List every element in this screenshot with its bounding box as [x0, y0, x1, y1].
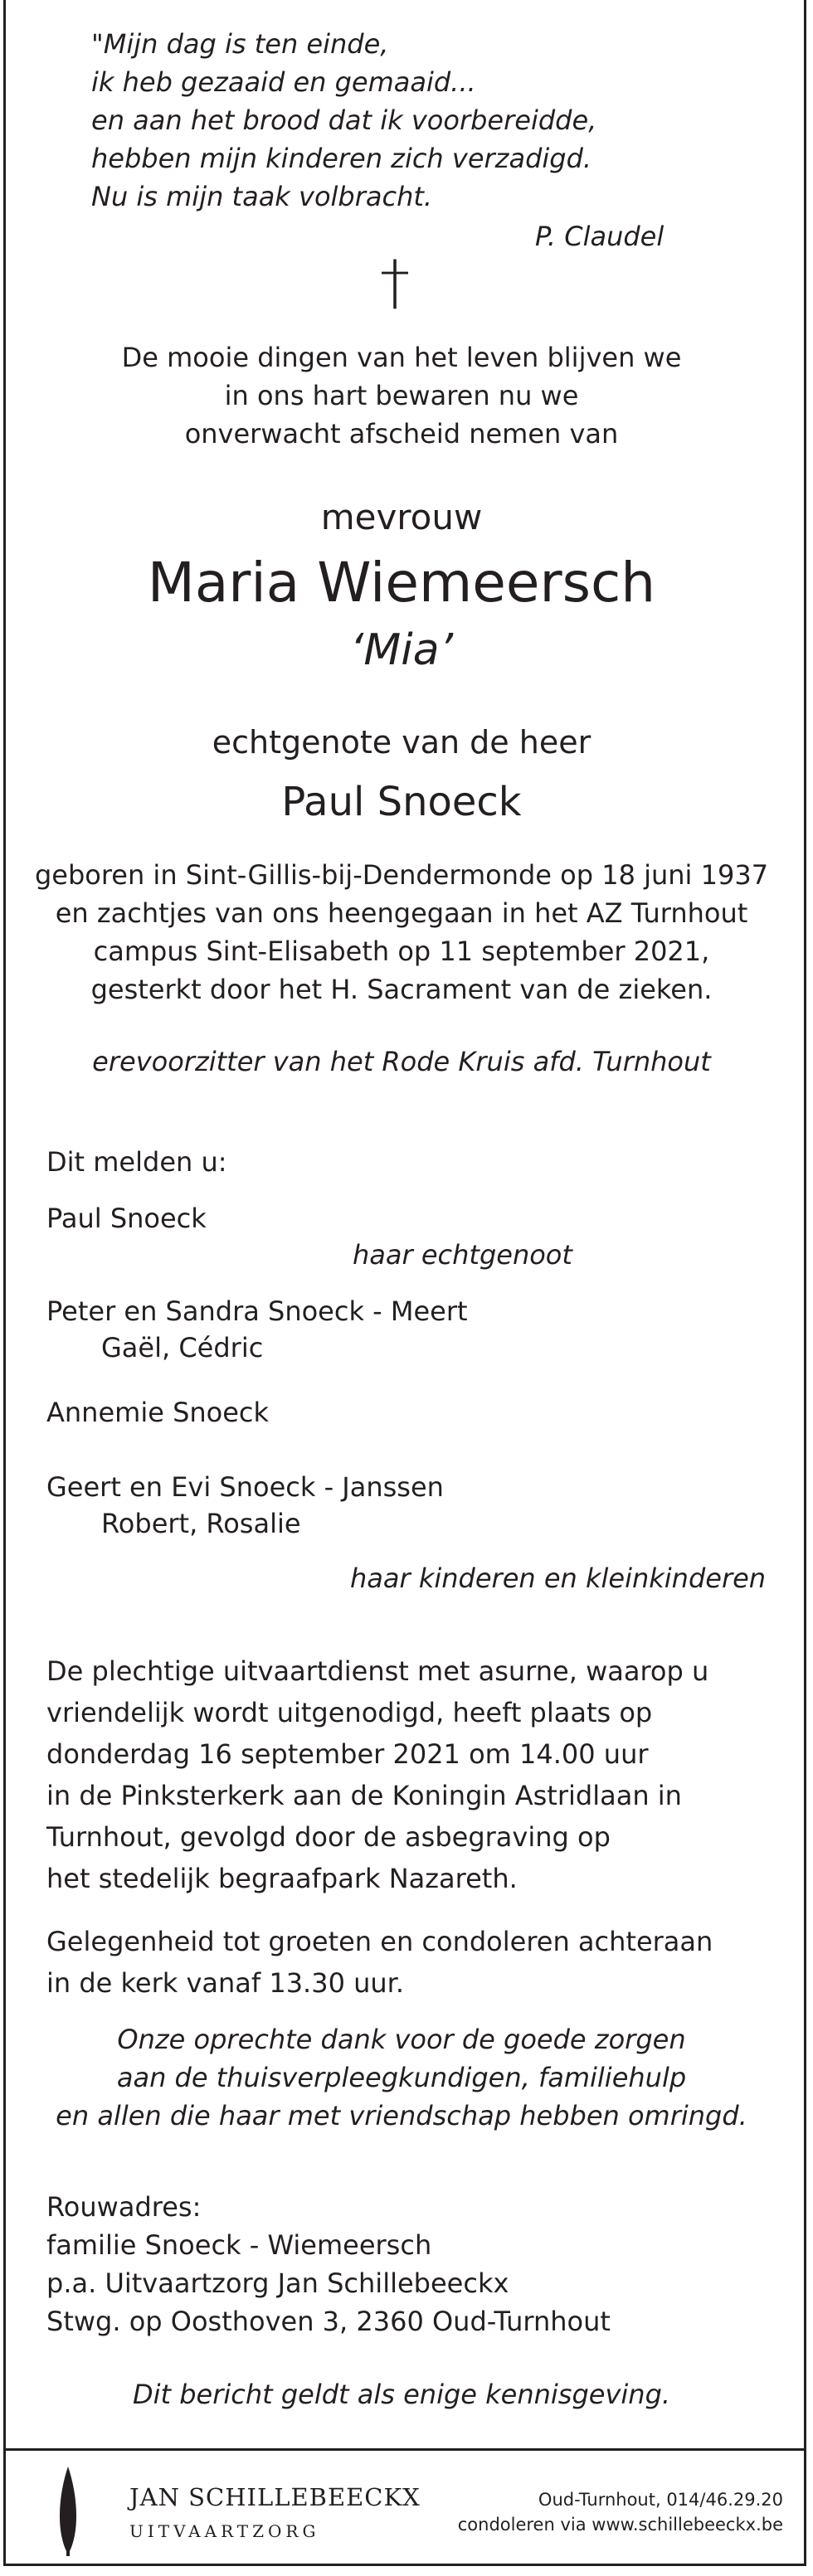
family-spouse-name: Paul Snoeck	[46, 1203, 207, 1234]
cross-icon: †	[380, 247, 410, 317]
address-line: Stwg. op Oosthoven 3, 2360 Oud-Turnhout	[46, 2306, 611, 2337]
spouse-intro: echtgenote van de heer	[212, 724, 591, 761]
family-children-relation: haar kinderen en kleinkinderen	[350, 1563, 767, 1594]
condolence-details	[46, 1921, 760, 2004]
family-spouse-relation: haar echtgenoot	[353, 1239, 572, 1271]
deceased-name: Maria Wiemeersch	[147, 551, 656, 615]
footer-divider	[3, 2448, 806, 2451]
deceased-nickname: ‘Mia’	[349, 625, 454, 675]
service-line: Turnhout, gevolgd door de asbegraving op	[46, 1821, 611, 1853]
intro-line: De mooie dingen van het leven blijven we	[121, 342, 682, 373]
service-line: in de Pinksterkerk aan de Koningin Astridlaan in	[46, 1780, 682, 1811]
intro-text	[0, 338, 803, 453]
thanks-line: en allen die haar met vriendschap hebben omringd.	[56, 2100, 747, 2131]
service-line: De plechtige uitvaartdienst met asurne, waarop u	[46, 1655, 709, 1687]
thanks-line: Onze oprechte dank voor de goede zorgen	[117, 2024, 686, 2055]
footer-contact-phone: Oud-Turnhout, 014/46.29.20	[538, 2490, 783, 2510]
address-line: familie Snoeck - Wiemeersch	[46, 2229, 432, 2261]
deceased-title: mevrouw	[320, 497, 483, 537]
service-line: het stedelijk begraafpark Nazareth.	[46, 1863, 518, 1894]
birth-line: geboren in Sint-Gillis-bij-Dendermonde op 18 juni 1937	[34, 859, 769, 891]
notice-text: Dit bericht geldt als enige kennisgeving.	[132, 2379, 671, 2410]
family-child: Peter en Sandra Snoeck - Meert	[46, 1295, 468, 1327]
poem-line: hebben mijn kinderen zich verzadigd.	[91, 143, 592, 174]
poem	[91, 25, 689, 216]
family-child: Geert en Evi Snoeck - Janssen	[46, 1471, 444, 1503]
address-label: Rouwadres:	[46, 2191, 202, 2223]
footer-contact-web[interactable]: condoleren via www.schillebeeckx.be	[457, 2515, 783, 2535]
family-grandchildren: Robert, Rosalie	[101, 1508, 301, 1539]
condolence-line: in de kerk vanaf 13.30 uur.	[46, 1967, 405, 1999]
birth-line: gesterkt door het H. Sacrament van de zieken.	[90, 974, 713, 1005]
family-grandchildren: Gaël, Cédric	[101, 1332, 264, 1363]
brand-subtitle: UITVAARTZORG	[129, 2521, 320, 2541]
poem-line: ik heb gezaaid en gemaaid...	[91, 66, 476, 98]
service-line: vriendelijk wordt uitgenodigd, heeft plaats op	[46, 1697, 653, 1728]
poem-author: P. Claudel	[535, 221, 665, 252]
service-details	[46, 1650, 760, 1899]
deceased-role: erevoorzitter van het Rode Kruis afd. Turnhout	[92, 1046, 711, 1077]
birth-details	[0, 856, 803, 1009]
thanks-line: aan de thuisverpleegkundigen, familiehulp	[116, 2062, 687, 2093]
cypress-tree-icon	[56, 2465, 80, 2559]
address-line: p.a. Uitvaartzorg Jan Schillebeeckx	[46, 2267, 509, 2299]
poem-line: en aan het brood dat ik voorbereidde,	[91, 104, 597, 136]
intro-line: onverwacht afscheid nemen van	[184, 418, 619, 450]
service-line: donderdag 16 september 2021 om 14.00 uur	[46, 1738, 649, 1770]
condolence-line: Gelegenheid tot groeten en condoleren achteraan	[46, 1926, 713, 1957]
poem-line: Nu is mijn taak volbracht.	[91, 181, 433, 212]
family-intro: Dit melden u:	[46, 1146, 227, 1178]
birth-line: campus Sint-Elisabeth op 11 september 2021,	[93, 936, 710, 967]
poem-line: "Mijn dag is ten einde,	[91, 28, 389, 60]
thanks-text	[0, 2020, 803, 2135]
birth-line: en zachtjes van ons heengegaan in het AZ Turnhout	[55, 897, 748, 929]
brand-name: JAN SCHILLEBEECKX	[129, 2483, 421, 2511]
intro-line: in ons hart bewaren nu we	[224, 380, 579, 411]
mourning-address	[46, 2188, 760, 2340]
spouse-name: Paul Snoeck	[281, 779, 522, 825]
family-child: Annemie Snoeck	[46, 1397, 270, 1428]
